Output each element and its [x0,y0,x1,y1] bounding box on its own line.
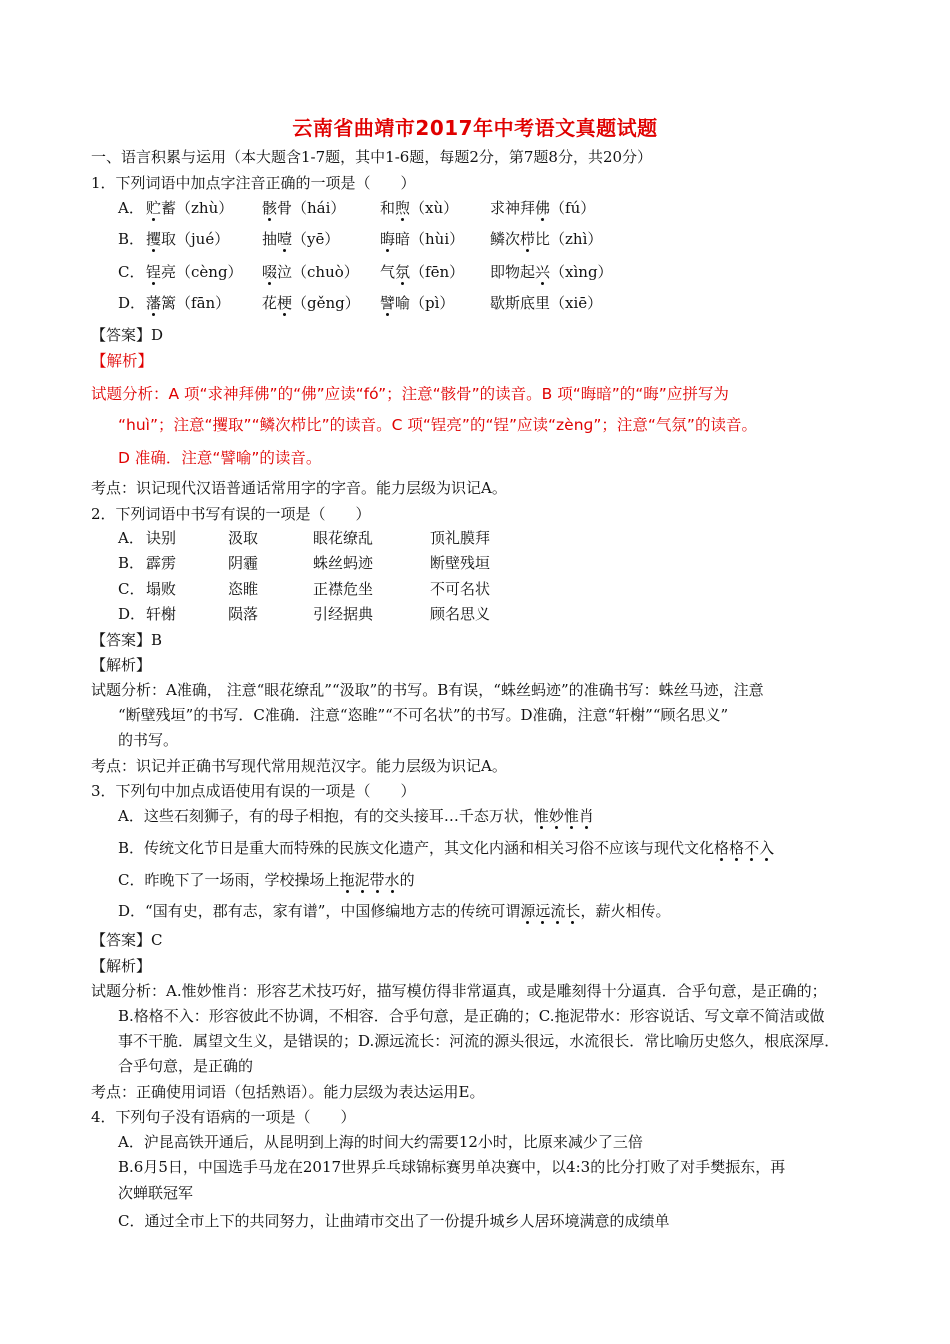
dotted-char: 格 [714,839,730,857]
q1-analysis-line: “huì”；注意“攫取”“鳞次栉比”的读音。C 项“锃亮”的“锃”应读“zènɡ”；注意“气氛”的读音。 [118,416,757,434]
q2-analysis-label: 【解析】 [91,656,152,674]
dotted-char: 源 [520,902,536,920]
q2-option-word: 顶礼膜拜 [430,529,491,547]
q1-analysis-line: 试题分析：A 项“求神拜佛”的“佛”应读“fó”；注意“骸骨”的读音。B 项“晦暗”的“晦”应拼写为 [91,385,729,403]
q1-stem: 1．下列词语中加点字注音正确的一项是（ ） [91,174,416,192]
q2-option-word: 诀别 [146,529,177,547]
word-part: 取（jué） [161,230,230,248]
q4-option: A．沪昆高铁开通后，从昆明到上海的时间大约需要12小时，比原来减少了三倍 [118,1133,643,1151]
section-heading: 一、语言积累与运用（本大题含1-7题，其中1-6题，每题2分，第7题8分，共20分） [91,148,653,166]
dotted-char: 长 [565,902,581,920]
option-label: B． [118,839,145,857]
dotted-char: 带 [369,871,385,889]
q2-answer: 【答案】B [91,631,163,649]
q3-analysis-line: 试题分析：A.惟妙惟肖：形容艺术技巧好，描写模仿得非常逼真，或是雕刻得十分逼真．合乎句意，是正确的； [91,982,827,1000]
option-label: C． [118,871,145,889]
q2-option-label: D． [118,605,146,623]
q1-option-word [262,198,345,218]
q2-analysis-line: 试题分析：A准确， 注意“眼花缭乱”“汲取”的书写。B有误，“蛛丝蚂迹”的准确书写：蛛丝马迹，注意 [91,681,764,699]
q3-option [118,870,415,890]
q4-option: 次蝉联冠军 [118,1184,194,1202]
q1-analysis-label: 【解析】 [91,352,154,370]
q4-option: B.6月5日，中国选手马龙在2017世界乒乓球锦标赛男单决赛中，以4:3的比分打败了对手樊振东，再 [118,1158,786,1176]
q2-option-word: 轩榭 [146,605,177,623]
dotted-char: 泥 [354,871,370,889]
dotted-idiom [714,839,774,857]
q2-kaodian: 考点：识记并正确书写现代常用规范汉字。能力层级为识记A。 [91,757,507,775]
dotted-char: 惟 [563,807,579,825]
word-part: 暗（hùi） [395,230,465,248]
q3-analysis-line: B.格格不入：形容彼此不协调，不相容．合乎句意，是正确的；C.拖泥带水：形容说话、写文章不简洁或做 [118,1007,825,1025]
q1-analysis-line: D 准确．注意“譬喻”的读音。 [118,449,322,467]
word-part: （xù） [410,199,459,217]
dotted-char: 兴 [535,263,551,281]
dotted-idiom [340,871,400,889]
dotted-char: 氛 [395,263,411,281]
dotted-char: 水 [384,871,400,889]
q2-analysis-line: “断壁残垣”的书写．C准确．注意“恣睢”“不可名状”的书写。D准确，注意“轩榭”“顾名思义” [118,706,729,724]
q2-option-word: 阴霾 [228,554,259,572]
q1-kaodian: 考点：识记现代汉语普通话常用字的字音。能力层级为识记A。 [91,479,507,497]
sentence-part: ，薪火相传。 [580,902,671,920]
dotted-char: 佛 [535,199,551,217]
word-part: （fú） [550,199,596,217]
q1-option-word [262,293,360,313]
q1-option-word [262,229,339,249]
q2-option-label: C． [118,580,145,598]
dotted-char: 啜 [262,263,278,281]
q2-option-word: 不可名状 [430,580,491,598]
option-label: D． [118,902,146,920]
q1-option-word [490,262,613,282]
page-title: 云南省曲靖市2017年中考语文真题试题 [292,116,658,140]
dotted-char: 贮 [146,199,162,217]
word-part: 骨（hái） [277,199,346,217]
q3-option [118,838,774,858]
q2-option-word: 顾名思义 [430,605,491,623]
q3-kaodian: 考点：正确使用词语（包括熟语）。能力层级为表达运用E。 [91,1083,485,1101]
dotted-char: 不 [744,839,760,857]
q2-option-word: 恣睢 [228,580,259,598]
q3-analysis-line: 事不干脆．属望文生义，是错误的；D.源远流长：河流的源头很远，水流很长．常比喻历史悠久，根底深厚． [118,1032,840,1050]
q1-option-word [262,262,359,282]
dotted-char: 煦 [395,199,411,217]
q2-option-word: 眼花缭乱 [313,529,374,547]
q1-option-word [380,198,458,218]
q1-option-word [380,293,454,313]
q1-option-word [146,262,243,282]
q2-option-word: 引经据典 [313,605,374,623]
dotted-char: 流 [550,902,566,920]
q1-option-word [146,293,230,313]
sentence-part: 传统文化节日是重大而特殊的民族文化遗产，其文化内涵和相关习俗不应该与现代文化 [144,839,715,857]
q2-option-word: 蛛丝蚂迹 [313,554,374,572]
q2-option-label: A． [118,529,144,547]
q1-option-label: A． [118,199,144,217]
q3-stem: 3．下列句中加点成语使用有误的一项是（ ） [91,782,416,800]
q3-option [118,806,594,826]
word-part: 鳞次 [490,230,521,248]
dotted-char: 拖 [339,871,355,889]
word-part: 篱（fān） [161,294,231,312]
dotted-char: 入 [759,839,775,857]
dotted-char: 惟 [533,807,549,825]
q2-stem: 2．下列词语中书写有误的一项是（ ） [91,505,371,523]
q4-stem: 4．下列句子没有语病的一项是（ ） [91,1108,356,1126]
q3-answer: 【答案】C [91,931,163,949]
word-part: （gěng） [292,294,360,312]
q2-option-word: 陨落 [228,605,259,623]
q2-analysis-line: 的书写。 [118,731,179,749]
dotted-char: 晦 [380,230,396,248]
word-part: 歇斯底里（xiē） [490,294,603,312]
word-part: 喻（pì） [395,294,455,312]
q4-option: C．通过全市上下的共同努力，让曲靖市交出了一份提升城乡人居环境满意的成绩单 [118,1212,670,1230]
q1-option-word [146,229,229,249]
q3-analysis-label: 【解析】 [91,957,152,975]
option-label: A． [118,807,144,825]
q1-option-word [490,198,595,218]
word-part: 花 [262,294,278,312]
word-part: （fēn） [410,263,465,281]
q2-option-label: B． [118,554,145,572]
dotted-char: 栉 [520,230,536,248]
word-part: 蓄（zhù） [161,199,234,217]
q2-option-word: 霹雳 [146,554,177,572]
dotted-char: 远 [535,902,551,920]
q1-option-label: B． [118,230,145,248]
word-part: （yē） [292,230,340,248]
q3-analysis-line: 合乎句意，是正确的 [118,1057,254,1075]
q1-option-word [490,229,602,249]
word-part: 气 [380,263,396,281]
q1-option-word [146,198,233,218]
q3-option [118,901,670,921]
word-part: 求神拜 [490,199,536,217]
sentence-part: “国有史，郡有志，家有谱”，中国修编地方志的传统可谓 [145,902,521,920]
dotted-idiom [520,902,580,920]
dotted-char: 骸 [262,199,278,217]
q1-option-word [380,229,464,249]
q1-option-label: C． [118,263,145,281]
dotted-char: 藩 [146,294,162,312]
dotted-char: 妙 [548,807,564,825]
q1-answer: 【答案】D [91,326,164,344]
q2-option-word: 塌败 [146,580,177,598]
word-part: 抽 [262,230,278,248]
q2-option-word: 正襟危坐 [313,580,374,598]
dotted-char: 攫 [146,230,162,248]
word-part: 泣（chuò） [277,263,359,281]
word-part: 比（zhì） [535,230,603,248]
sentence-part: 昨晚下了一场雨，学校操场上 [144,871,340,889]
dotted-char: 肖 [578,807,594,825]
q1-option-word [380,262,464,282]
word-part: （xìng） [550,263,613,281]
dotted-char: 锃 [146,263,162,281]
dotted-idiom [534,807,594,825]
dotted-char: 梗 [277,294,293,312]
q2-option-word: 断壁残垣 [430,554,491,572]
q1-option-word [490,293,602,313]
word-part: 即物起 [490,263,536,281]
word-part: 亮（cèng） [161,263,243,281]
sentence-part: 这些石刻狮子，有的母子相抱，有的交头接耳…千态万状， [143,807,534,825]
q1-option-label: D． [118,294,146,312]
word-part: 和 [380,199,396,217]
dotted-char: 格 [729,839,745,857]
dotted-char: 噎 [277,230,293,248]
sentence-part: 的 [399,871,415,889]
dotted-char: 譬 [380,294,396,312]
q2-option-word: 汲取 [228,529,259,547]
